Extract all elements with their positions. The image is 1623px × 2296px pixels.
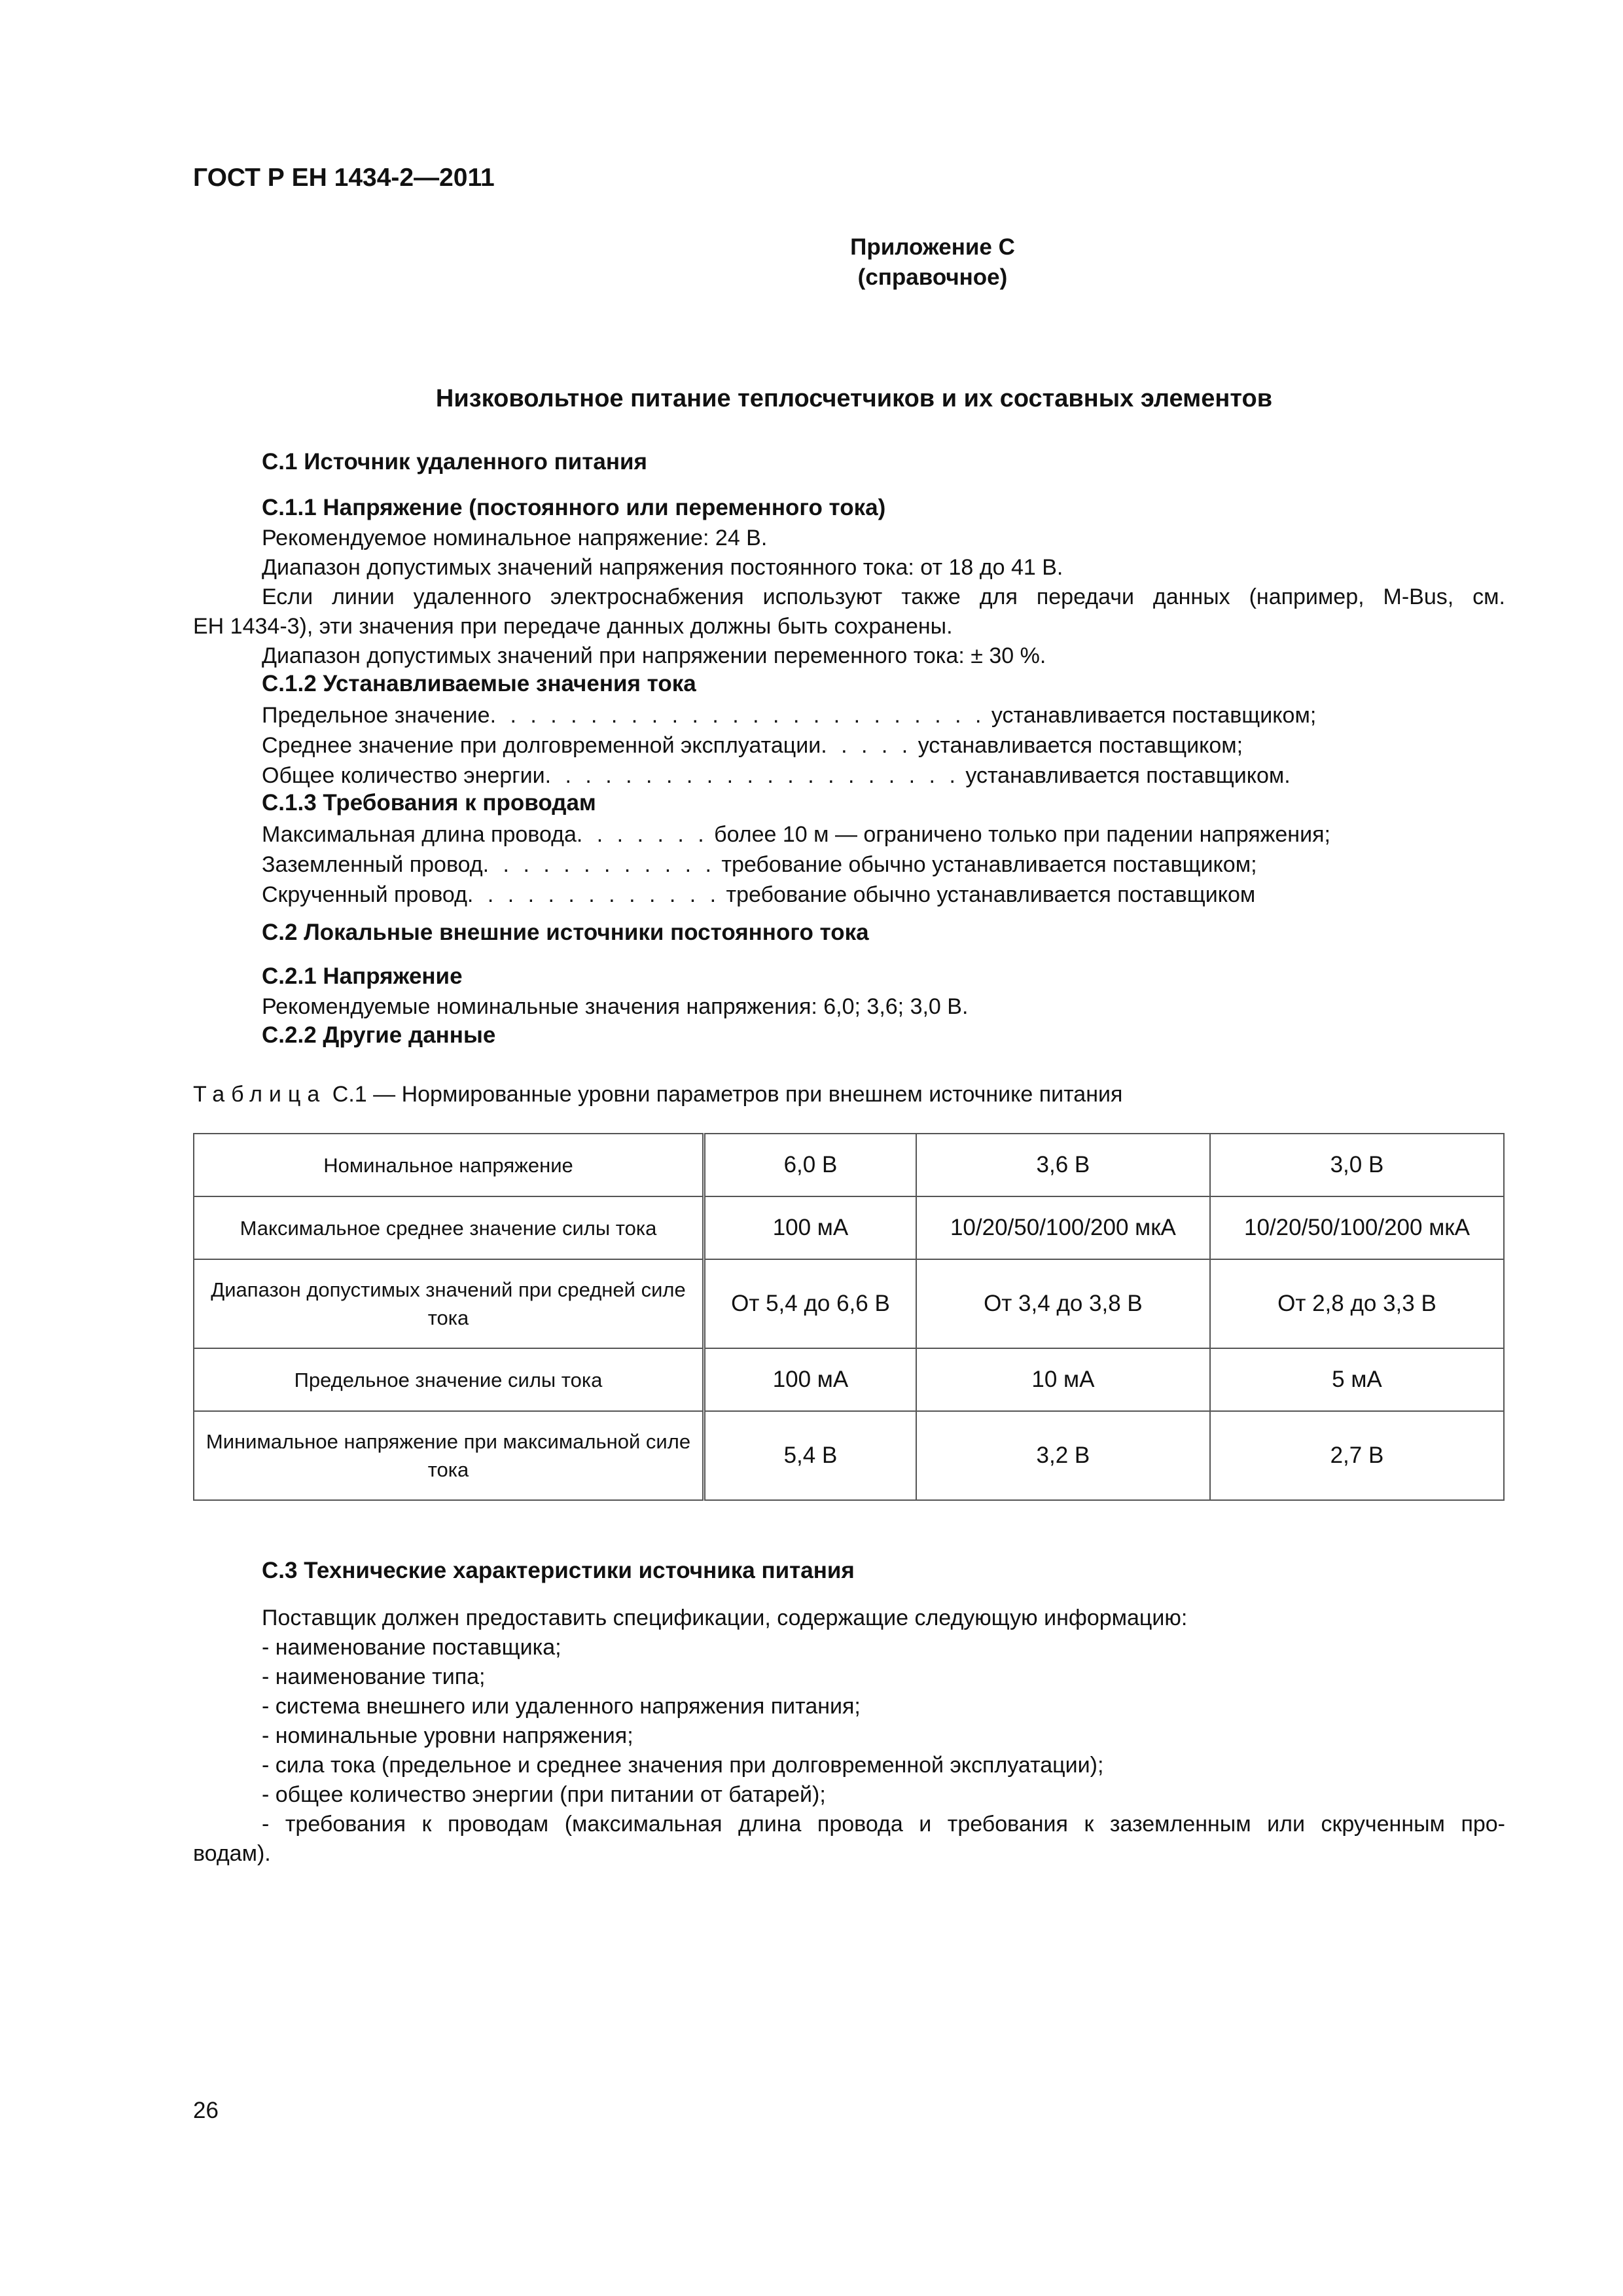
parameters-table xyxy=(193,1133,1505,1501)
c12-row-value: устанавливается поставщиком; xyxy=(991,703,1317,728)
c3-last-item xyxy=(193,1810,1505,1869)
table-row xyxy=(194,1196,1504,1259)
list-item: - номинальные уровни напряжения; xyxy=(262,1723,633,1748)
c11-line-ac: Диапазон допустимых значений при напряжении переменного тока: ± 30 %. xyxy=(262,643,1046,668)
c12-row-dots: . . . . . . . . . . . . . . . . . . . . . . . . . xyxy=(490,703,986,728)
c13-row-label: Максимальная длина провода xyxy=(262,822,577,847)
table-row-label: Предельное значение силы тока xyxy=(194,1348,704,1411)
table-cell: 3,6 В xyxy=(916,1134,1210,1196)
c11-wrap-second: ЕН 1434-3), эти значения при передаче данных должны быть сохранены. xyxy=(193,614,953,639)
table-cell: 10/20/50/100/200 мкА xyxy=(916,1196,1210,1259)
list-item: - сила тока (предельное и среднее значения при долговременной эксплуатации); xyxy=(262,1753,1104,1778)
c12-row-label: Общее количество энергии xyxy=(262,763,545,788)
table-row xyxy=(194,1134,1504,1196)
document-code: ГОСТ Р ЕН 1434-2—2011 xyxy=(193,164,495,192)
table-cell: 100 мА xyxy=(704,1348,916,1411)
table-caption xyxy=(193,1082,1122,1107)
table-caption-text: С.1 — Нормированные уровни параметров при внешнем источнике питания xyxy=(332,1082,1123,1107)
c13-list xyxy=(262,819,1505,910)
c12-row-value: устанавливается поставщиком; xyxy=(918,733,1243,758)
table-cell: 6,0 В xyxy=(704,1134,916,1196)
c13-row-value: более 10 м — ограничено только при падении напряжения; xyxy=(714,822,1330,847)
c12-row-label: Среднее значение при долговременной эксплуатации xyxy=(262,733,821,758)
table-row xyxy=(194,1259,1504,1348)
c13-row-label: Заземленный провод xyxy=(262,852,483,877)
table-row-label: Минимальное напряжение при максимальной силе тока xyxy=(194,1411,704,1500)
table-cell: 3,0 В xyxy=(1210,1134,1504,1196)
c3-last-item-first: - требования к проводам (максимальная длина провода и требования к заземленным или скрученным про- xyxy=(262,1812,1505,1837)
c12-row-label: Предельное значение xyxy=(262,703,490,728)
table-cell: 3,2 В xyxy=(916,1411,1210,1500)
c11-wrap-first: Если линии удаленного электроснабжения используют также для передачи данных (например, M-Bus, см. xyxy=(262,584,1505,609)
section-c22-heading: С.2.2 Другие данные xyxy=(262,1022,496,1048)
c13-row-label: Скрученный провод xyxy=(262,882,467,907)
c3-list xyxy=(262,1633,1505,1810)
c12-row xyxy=(262,761,1505,791)
c11-line-1: Рекомендуемое номинальное напряжение: 24 В. xyxy=(262,526,768,550)
section-c21-heading: С.2.1 Напряжение xyxy=(262,963,463,989)
appendix-title: Низковольтное питание теплосчетчиков и их составных элементов xyxy=(435,385,1273,412)
appendix-kind: (справочное) xyxy=(857,264,1008,290)
c21-line: Рекомендуемые номинальные значения напряжения: 6,0; 3,6; 3,0 В. xyxy=(262,994,969,1019)
table-cell: 10 мА xyxy=(916,1348,1210,1411)
list-item: - наименование типа; xyxy=(262,1664,486,1689)
table-cell: От 2,8 до 3,3 В xyxy=(1210,1259,1504,1348)
c3-intro: Поставщик должен предоставить спецификации, содержащие следующую информацию: xyxy=(262,1605,1188,1630)
c12-list xyxy=(262,700,1505,791)
list-item: - общее количество энергии (при питании от батарей); xyxy=(262,1782,826,1807)
c11-line-2: Диапазон допустимых значений напряжения постоянного тока: от 18 до 41 В. xyxy=(262,555,1063,580)
table-cell: 100 мА xyxy=(704,1196,916,1259)
c12-row xyxy=(262,700,1505,730)
table-cell: 2,7 В xyxy=(1210,1411,1504,1500)
c13-row-dots: . . . . . . . . . . . . . xyxy=(467,882,721,907)
table-row-label: Номинальное напряжение xyxy=(194,1134,704,1196)
c12-row-dots: . . . . . xyxy=(821,733,912,758)
table-row xyxy=(194,1411,1504,1500)
c13-row xyxy=(262,819,1505,850)
c12-row-dots: . . . . . . . . . . . . . . . . . . . . . xyxy=(544,763,959,788)
c13-row xyxy=(262,850,1505,880)
section-c12-heading: С.1.2 Устанавливаемые значения тока xyxy=(262,671,696,696)
c12-row-value: устанавливается поставщиком. xyxy=(965,763,1291,788)
c12-row xyxy=(262,730,1505,761)
list-item: - наименование поставщика; xyxy=(262,1635,562,1660)
table-row-label: Диапазон допустимых значений при средней силе тока xyxy=(194,1259,704,1348)
table-caption-word: Таблица xyxy=(193,1082,327,1107)
table-cell: 10/20/50/100/200 мкА xyxy=(1210,1196,1504,1259)
c3-last-item-second: водам). xyxy=(193,1841,271,1866)
c13-row xyxy=(262,880,1505,910)
table-cell: 5 мА xyxy=(1210,1348,1504,1411)
c13-row-dots: . . . . . . . . . . . . xyxy=(482,852,715,877)
c13-row-value: требование обычно устанавливается поставщиком xyxy=(726,882,1256,907)
c11-wrapped-paragraph xyxy=(193,583,1505,641)
table-cell: 5,4 В xyxy=(704,1411,916,1500)
table-row xyxy=(194,1348,1504,1411)
c13-row-dots: . . . . . . . xyxy=(576,822,708,847)
appendix-label: Приложение С xyxy=(850,234,1015,260)
section-c11-heading: С.1.1 Напряжение (постоянного или переменного тока) xyxy=(262,495,886,520)
table-row-label: Максимальное среднее значение силы тока xyxy=(194,1196,704,1259)
section-c1-heading: С.1 Источник удаленного питания xyxy=(262,449,647,475)
page-number: 26 xyxy=(193,2098,219,2123)
section-c3-heading: С.3 Технические характеристики источника питания xyxy=(262,1558,855,1583)
section-c2-heading: С.2 Локальные внешние источники постоянного тока xyxy=(262,920,869,945)
table-cell: От 3,4 до 3,8 В xyxy=(916,1259,1210,1348)
appendix-heading xyxy=(0,232,1623,293)
c13-row-value: требование обычно устанавливается поставщиком; xyxy=(721,852,1257,877)
section-c13-heading: С.1.3 Требования к проводам xyxy=(262,790,596,816)
list-item: - система внешнего или удаленного напряжения питания; xyxy=(262,1694,861,1719)
table-cell: От 5,4 до 6,6 В xyxy=(704,1259,916,1348)
